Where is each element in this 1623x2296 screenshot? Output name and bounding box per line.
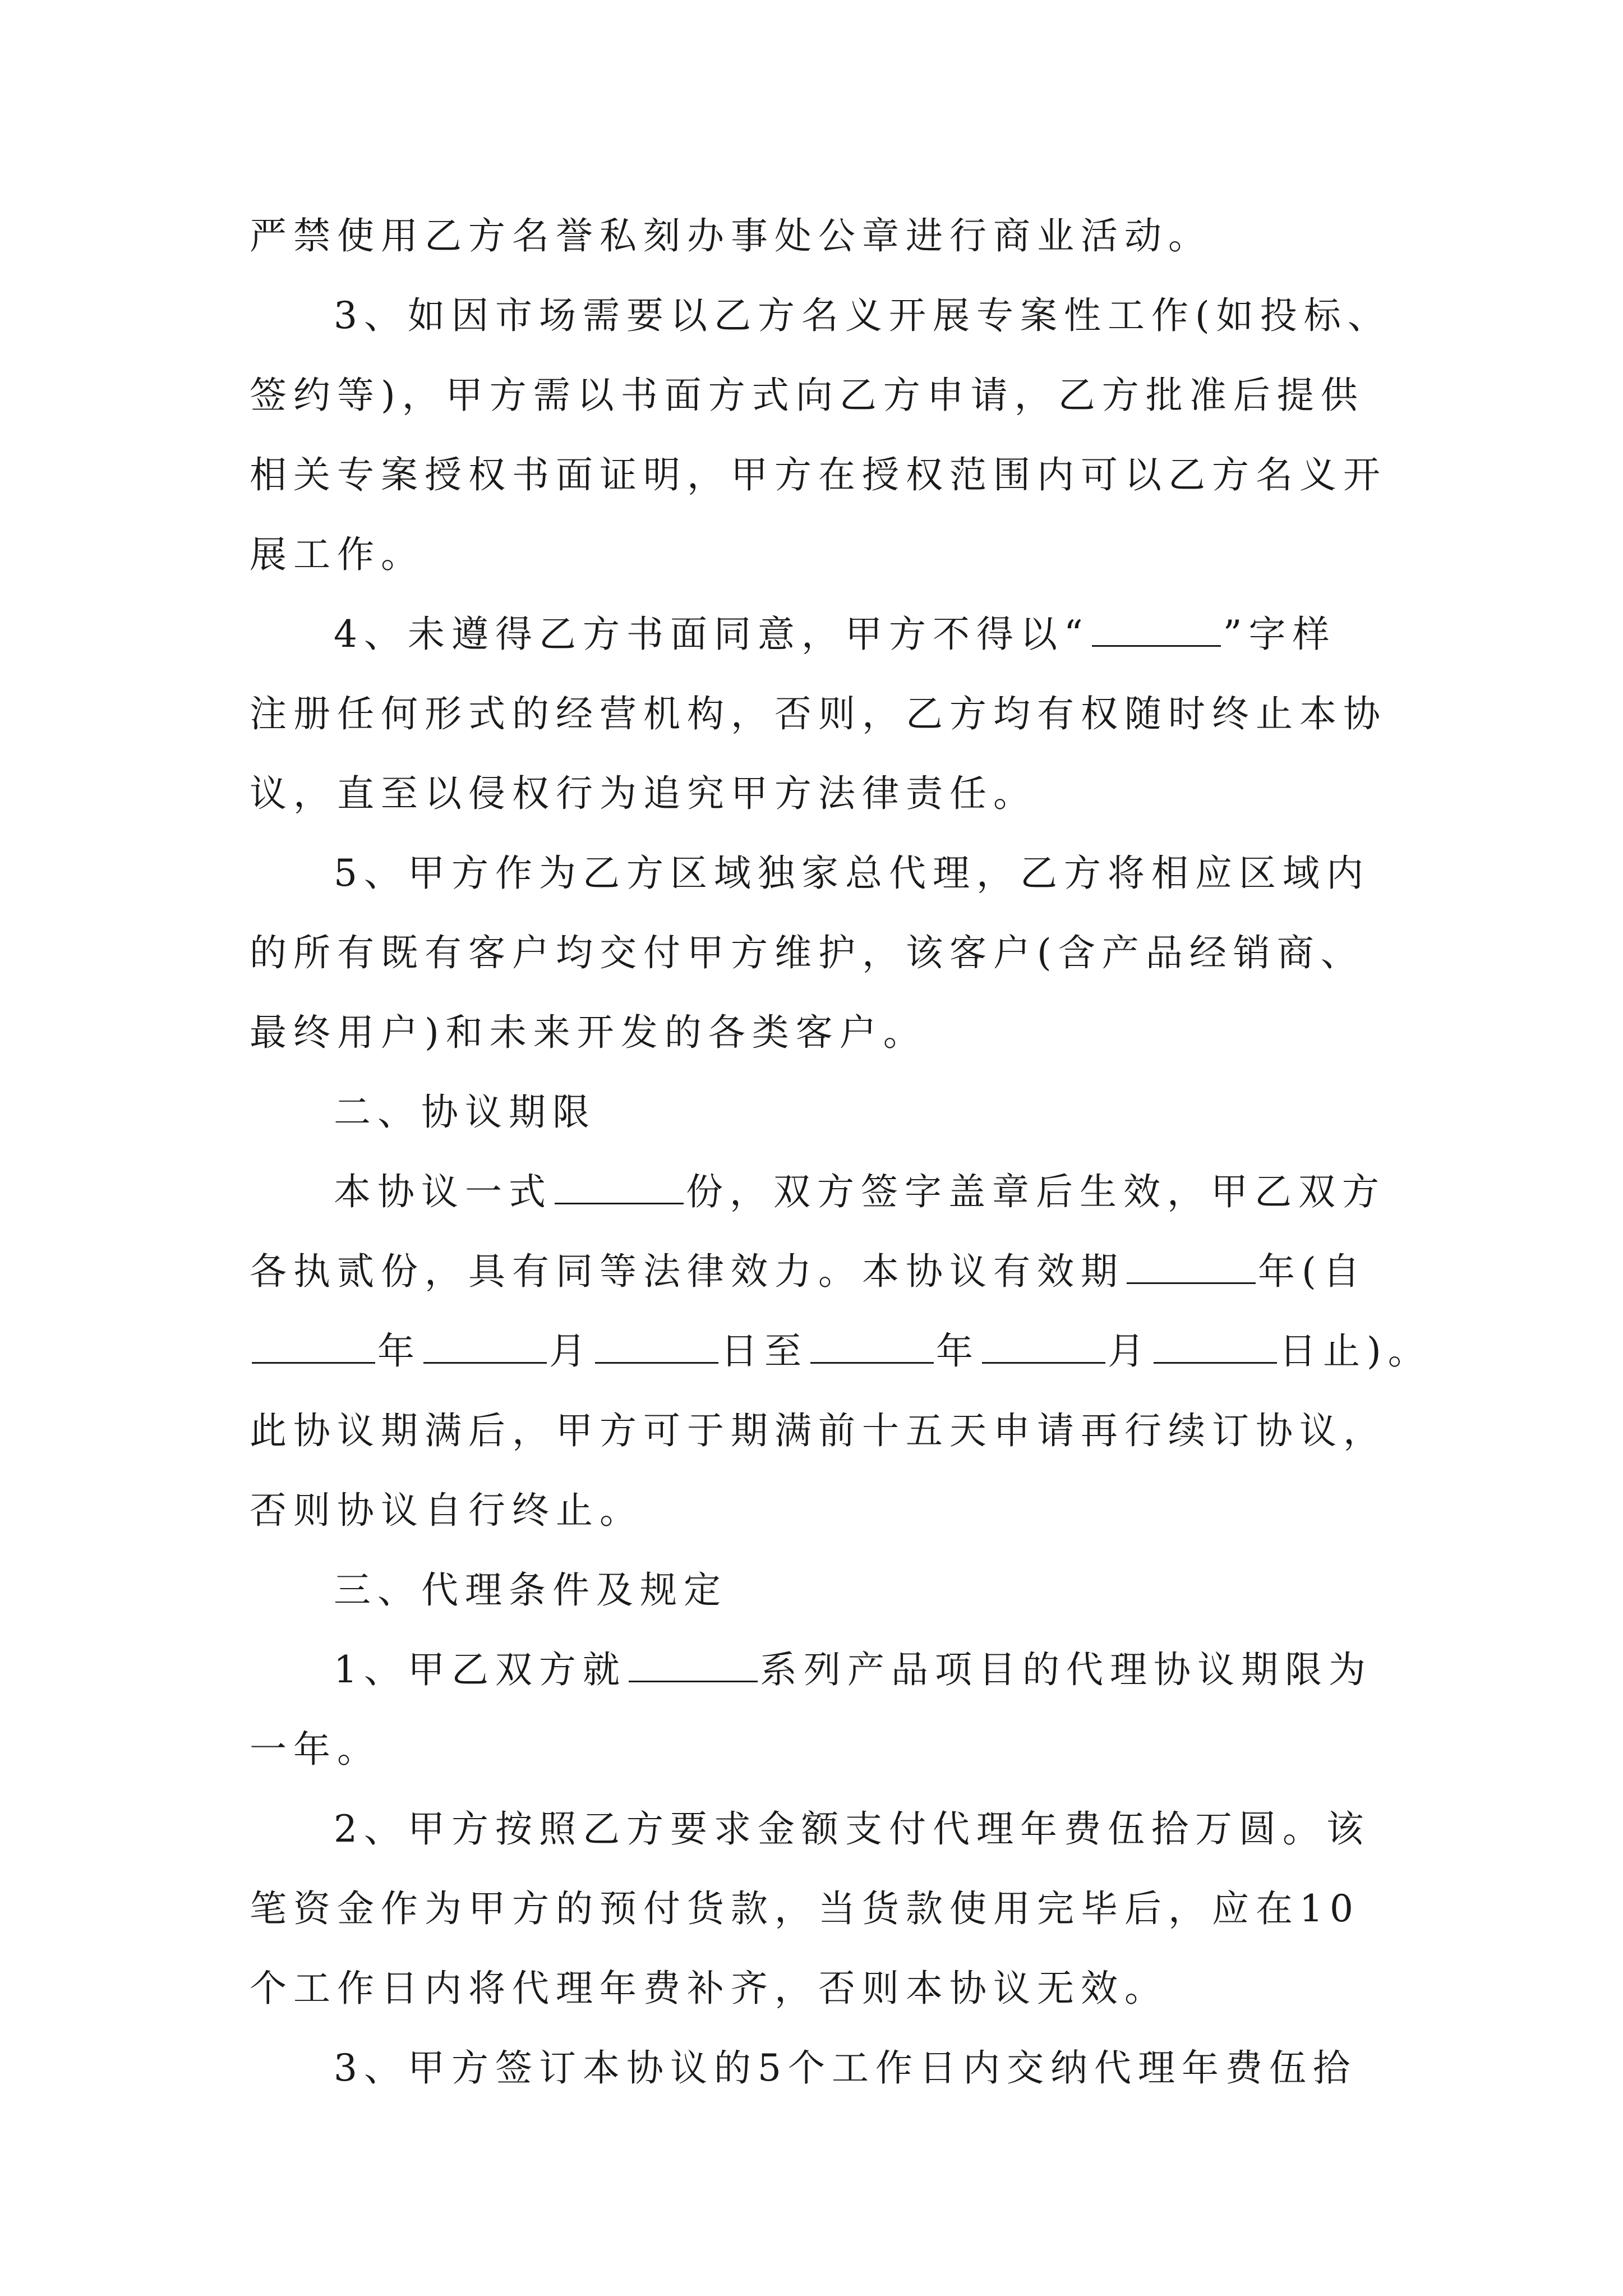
paragraph-line bbox=[250, 435, 1394, 515]
text-span: 签约等)，甲方需以书面方式向乙方申请，乙方批准后提供 bbox=[250, 374, 1364, 417]
paragraph-line bbox=[250, 1869, 1394, 1949]
paragraph-line bbox=[250, 196, 1394, 276]
text-span: 此协议期满后，甲方可于期满前十五天申请再行续订协议， bbox=[250, 1409, 1387, 1452]
fill-in-blank bbox=[982, 1328, 1105, 1364]
text-span: 二、协议期限 bbox=[334, 1091, 596, 1134]
text-span: 的所有既有客户均交付甲方维护，该客户(含产品经销商、 bbox=[250, 931, 1364, 974]
paragraph-line bbox=[250, 1789, 1394, 1869]
text-span: 3、如因市场需要以乙方名义开展专案性工作(如投标、 bbox=[334, 294, 1391, 337]
section-heading bbox=[250, 1550, 1394, 1630]
text-span: 议，直至以侵权行为追究甲方法律责任。 bbox=[250, 772, 1037, 815]
text-span: 年 bbox=[936, 1329, 980, 1373]
text-span: 3、甲方签订本协议的5个工作日内交纳代理年费伍拾 bbox=[334, 2046, 1357, 2090]
text-span: 份，双方签字盖章后生效，甲乙双方 bbox=[686, 1170, 1386, 1213]
paragraph-line bbox=[250, 1232, 1394, 1312]
text-span: 日止)。 bbox=[1279, 1329, 1432, 1373]
text-span: 月 bbox=[549, 1329, 593, 1373]
fill-in-blank bbox=[629, 1647, 758, 1682]
fill-in-blank bbox=[1127, 1249, 1256, 1284]
paragraph-line bbox=[250, 834, 1394, 913]
text-span: 日至 bbox=[721, 1329, 808, 1373]
text-span: 一年。 bbox=[250, 1728, 381, 1771]
text-span: 三、代理条件及规定 bbox=[334, 1568, 727, 1612]
paragraph-line bbox=[250, 276, 1394, 356]
text-span: 系列产品项目的代理协议期限为 bbox=[760, 1648, 1372, 1691]
document-body bbox=[250, 196, 1432, 2108]
paragraph-line bbox=[250, 2028, 1394, 2108]
text-span: 2、甲方按照乙方要求金额支付代理年费伍拾万圆。该 bbox=[334, 1807, 1370, 1851]
text-span: 5、甲方作为乙方区域独家总代理，乙方将相应区域内 bbox=[334, 852, 1370, 895]
paragraph-line bbox=[250, 1630, 1394, 1710]
paragraph-line bbox=[250, 1152, 1394, 1232]
text-span: 笔资金作为甲方的预付货款，当货款使用完毕后，应在10 bbox=[250, 1887, 1360, 1930]
paragraph-line bbox=[250, 515, 1394, 595]
text-span: 注册任何形式的经营机构，否则，乙方均有权随时终止本协 bbox=[250, 692, 1387, 735]
text-span: 月 bbox=[1108, 1329, 1151, 1373]
section-heading bbox=[250, 1073, 1394, 1152]
text-span: 各执贰份，具有同等法律效力。本协议有效期 bbox=[250, 1250, 1124, 1293]
fill-in-blank bbox=[595, 1328, 718, 1364]
paragraph-line bbox=[250, 1471, 1394, 1550]
paragraph-line bbox=[250, 595, 1394, 674]
text-span: 展工作。 bbox=[250, 533, 425, 576]
paragraph-line bbox=[250, 1312, 1432, 1391]
text-span: 4、未遵得乙方书面同意，甲方不得以“ bbox=[334, 613, 1090, 656]
paragraph-line bbox=[250, 1710, 1394, 1789]
paragraph-line bbox=[250, 356, 1394, 435]
fill-in-blank bbox=[810, 1328, 934, 1364]
text-span: 本协议一式 bbox=[334, 1170, 552, 1213]
paragraph-line bbox=[250, 913, 1394, 993]
text-span: ”字样 bbox=[1223, 613, 1336, 656]
paragraph-line bbox=[250, 993, 1394, 1073]
text-span: 相关专案授权书面证明，甲方在授权范围内可以乙方名义开 bbox=[250, 453, 1387, 496]
paragraph-line bbox=[250, 1391, 1394, 1471]
text-span: 最终用户)和未来开发的各类客户。 bbox=[250, 1011, 927, 1054]
text-span: 个工作日内将代理年费补齐，否则本协议无效。 bbox=[250, 1967, 1168, 2010]
text-span: 年 bbox=[377, 1329, 421, 1373]
fill-in-blank bbox=[555, 1169, 684, 1204]
paragraph-line bbox=[250, 754, 1394, 834]
paragraph-line bbox=[250, 674, 1394, 754]
fill-in-blank bbox=[1092, 611, 1221, 647]
text-span: 1、甲乙双方就 bbox=[334, 1648, 626, 1691]
paragraph-line bbox=[250, 1949, 1394, 2028]
fill-in-blank bbox=[423, 1328, 547, 1364]
text-span: 年(自 bbox=[1258, 1250, 1367, 1293]
text-span: 否则协议自行终止。 bbox=[250, 1489, 643, 1532]
fill-in-blank bbox=[1154, 1328, 1277, 1364]
fill-in-blank bbox=[252, 1328, 375, 1364]
text-span: 严禁使用乙方名誉私刻办事处公章进行商业活动。 bbox=[250, 214, 1212, 257]
